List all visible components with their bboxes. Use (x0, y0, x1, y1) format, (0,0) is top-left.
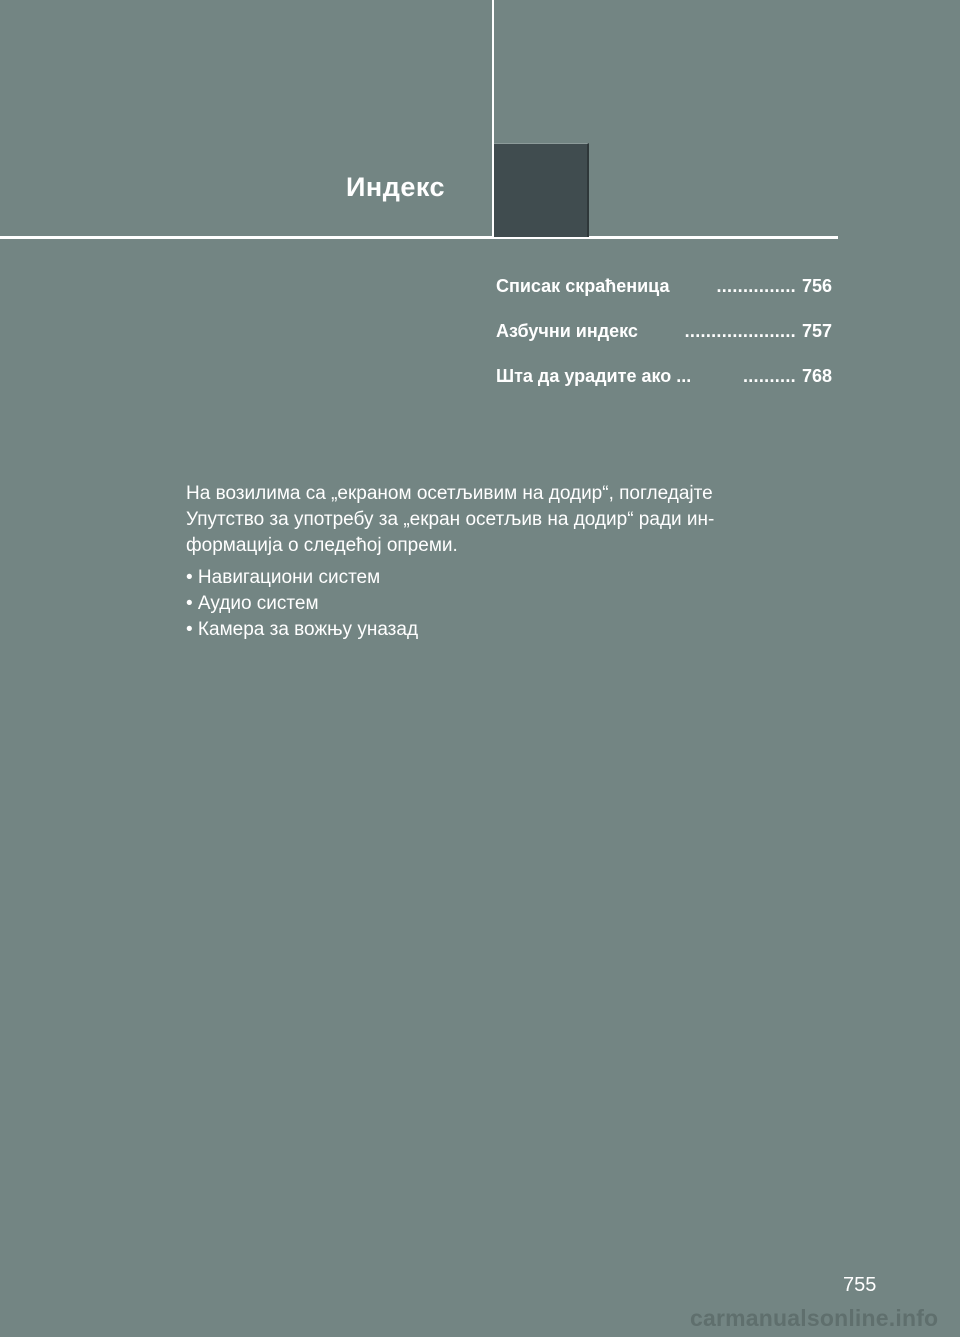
table-of-contents (496, 276, 832, 411)
intro-line: формација о следећој опреми. (186, 535, 458, 556)
toc-item-label: Списак скраћеница (496, 276, 670, 296)
page-title: Индекс (346, 172, 446, 202)
list-item: • Аудио систем (186, 593, 319, 614)
page-number: 755 (843, 1274, 877, 1296)
toc-page-number: 757 (801, 321, 832, 341)
equipment-list (186, 565, 418, 643)
toc-item-what-to-do-if[interactable] (496, 366, 832, 411)
horizontal-rule (0, 236, 838, 239)
toc-leader-dots: .......... (742, 366, 796, 386)
list-item: • Навигациони систем (186, 567, 381, 588)
toc-item-abbreviations[interactable] (496, 276, 832, 321)
intro-paragraph (186, 481, 806, 559)
toc-page-number: 756 (801, 276, 832, 296)
intro-line: На возилима са „екраном осетљивим на додир“, погледајте (186, 483, 713, 504)
toc-leader-dots: ............... (716, 276, 796, 296)
toc-item-label: Шта да урадите ако ... (496, 366, 692, 386)
intro-line: Упутство за употребу за „екран осетљив на додир“ ради ин- (186, 509, 715, 530)
toc-item-alphabetical-index[interactable] (496, 321, 832, 366)
list-item: • Камера за вожњу уназад (186, 619, 419, 640)
section-tab-square (494, 143, 589, 237)
watermark: carmanualsonline.info (690, 1305, 939, 1331)
toc-leader-dots: ..................... (684, 321, 796, 341)
toc-page-number: 768 (801, 366, 832, 386)
toc-item-label: Азбучни индекс (496, 321, 638, 341)
